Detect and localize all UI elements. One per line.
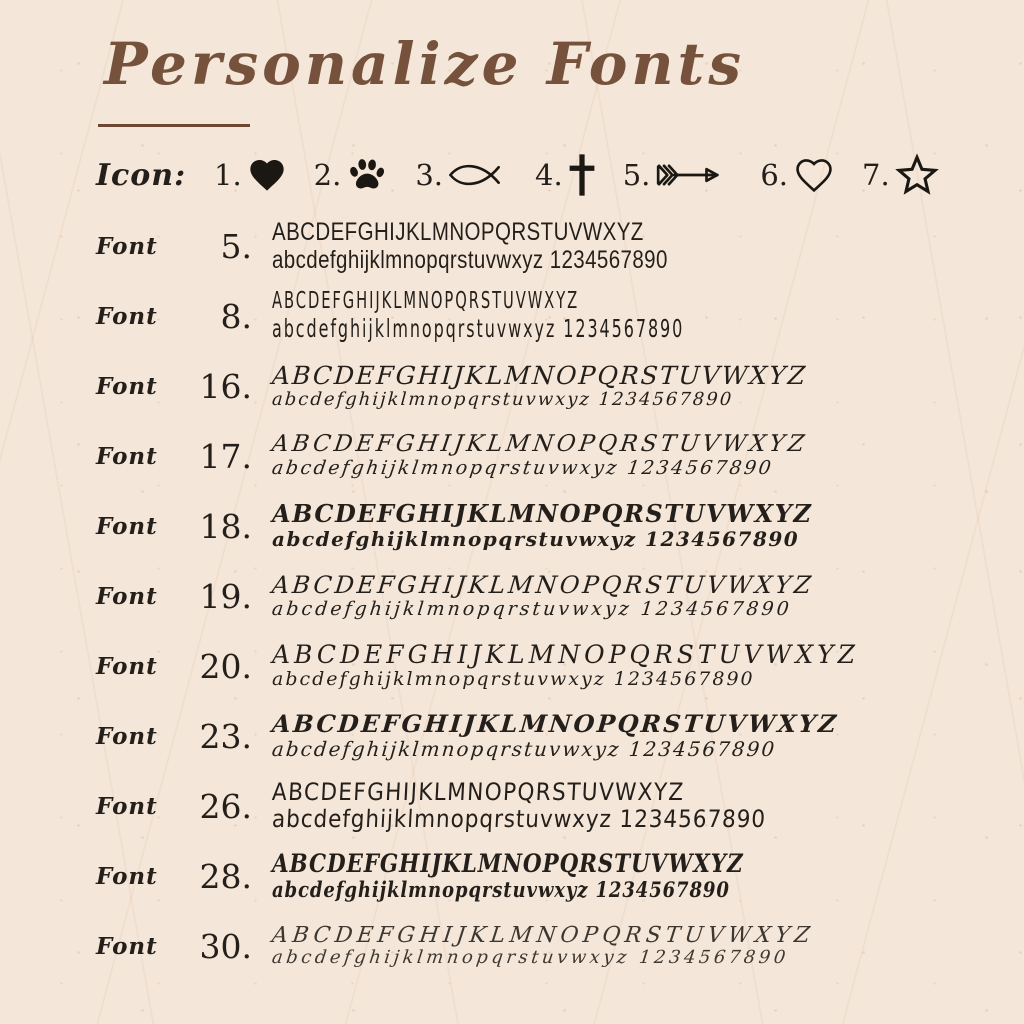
lowercase-sample: abcdefghijklmnopqrstuvwxyz 1234567890 xyxy=(272,877,730,903)
lowercase-sample: abcdefghijklmnopqrstuvwxyz 1234567890 xyxy=(272,246,668,274)
icon-option-4 xyxy=(535,152,597,198)
font-row-label: Font xyxy=(96,302,158,330)
font-sample xyxy=(272,432,984,479)
uppercase-sample: ABCDEFGHIJKLMNOPQRSTUVWXYZ xyxy=(270,922,816,948)
font-row-23 xyxy=(96,701,984,771)
christian-fish-icon xyxy=(447,158,509,192)
font-row-number: 30. xyxy=(199,926,252,966)
uppercase-sample: ABCDEFGHIJKLMNOPQRSTUVWXYZ xyxy=(271,778,686,807)
icon-number: 1. xyxy=(214,158,242,192)
font-row-26 xyxy=(96,771,984,841)
font-row-18 xyxy=(96,491,984,561)
icon-number: 3. xyxy=(415,158,444,192)
solid-heart-icon xyxy=(246,155,288,195)
font-row-number: 8. xyxy=(220,296,252,336)
font-sample xyxy=(272,779,984,833)
font-row-5 xyxy=(96,211,984,281)
arrow-icon xyxy=(654,160,734,190)
font-row-label: Font xyxy=(96,722,158,750)
font-row-28 xyxy=(96,841,984,911)
font-sample xyxy=(272,711,984,760)
font-row-30 xyxy=(96,911,984,981)
icon-number: 7. xyxy=(862,158,890,192)
font-row-label: Font xyxy=(96,932,158,960)
font-sample xyxy=(272,850,984,902)
lowercase-sample: abcdefghijklmnopqrstuvwxyz 1234567890 xyxy=(270,737,778,762)
font-sample xyxy=(272,924,984,969)
icon-number: 2. xyxy=(313,158,342,192)
uppercase-sample: ABCDEFGHIJKLMNOPQRSTUVWXYZ xyxy=(272,849,744,879)
icon-number: 4. xyxy=(535,158,563,192)
font-sample xyxy=(272,572,984,620)
uppercase-sample: ABCDEFGHIJKLMNOPQRSTUVWXYZ xyxy=(270,709,840,739)
icon-option-6 xyxy=(760,154,836,196)
icon-number: 6. xyxy=(760,158,789,192)
uppercase-sample: ABCDEFGHIJKLMNOPQRSTUVWXYZ xyxy=(272,218,644,246)
font-row-number: 20. xyxy=(199,646,252,686)
font-row-label: Font xyxy=(96,512,158,540)
uppercase-sample: ABCDEFGHIJKLMNOPQRSTUVWXYZ xyxy=(271,360,809,390)
lowercase-sample: abcdefghijklmnopqrstuvwxyz 1234567890 xyxy=(270,457,775,480)
uppercase-sample: ABCDEFGHIJKLMNOPQRSTUVWXYZ xyxy=(272,499,813,529)
icon-option-5 xyxy=(623,158,735,192)
font-row-8 xyxy=(96,281,984,351)
cross-icon xyxy=(567,152,597,198)
font-row-label: Font xyxy=(96,862,158,890)
font-row-label: Font xyxy=(96,372,158,400)
icon-option-2 xyxy=(314,154,390,196)
font-row-label: Font xyxy=(96,582,158,610)
icon-option-1 xyxy=(214,155,288,195)
font-sample xyxy=(272,501,984,550)
icon-row-label: Icon: xyxy=(96,157,187,193)
font-row-number: 23. xyxy=(199,716,252,756)
font-sample-list xyxy=(96,211,984,981)
outline-heart-icon xyxy=(792,154,836,196)
page-title: Personalize Fonts xyxy=(104,30,746,98)
uppercase-sample: ABCDEFGHIJKLMNOPQRSTUVWXYZ xyxy=(270,431,810,458)
font-row-17 xyxy=(96,421,984,491)
font-row-number: 16. xyxy=(199,366,252,406)
outline-star-icon xyxy=(894,153,940,197)
font-row-20 xyxy=(96,631,984,701)
lowercase-sample: abcdefghijklmnopqrstuvwxyz 1234567890 xyxy=(271,805,767,833)
font-row-label: Font xyxy=(96,442,158,470)
icon-option-3 xyxy=(415,158,509,192)
lowercase-sample: abcdefghijklmnopqrstuvwxyz 1234567890 xyxy=(271,388,734,410)
font-row-number: 26. xyxy=(199,786,252,826)
font-row-label: Font xyxy=(96,792,158,820)
font-row-number: 28. xyxy=(199,856,252,896)
icon-option-7 xyxy=(862,153,940,197)
font-sample xyxy=(272,362,984,410)
font-row-19 xyxy=(96,561,984,631)
lowercase-sample: abcdefghijklmnopqrstuvwxyz 1234567890 xyxy=(272,313,685,343)
font-row-number: 18. xyxy=(199,506,252,546)
title-underline xyxy=(98,124,250,127)
font-sample xyxy=(272,289,984,343)
font-row-number: 17. xyxy=(199,436,252,476)
uppercase-sample: ABCDEFGHIJKLMNOPQRSTUVWXYZ xyxy=(272,288,580,315)
icon-number: 5. xyxy=(622,158,651,192)
font-row-number: 19. xyxy=(199,576,252,616)
font-row-label: Font xyxy=(96,232,158,260)
font-row-number: 5. xyxy=(220,226,252,266)
lowercase-sample: abcdefghijklmnopqrstuvwxyz 1234567890 xyxy=(272,668,755,691)
icon-legend-row xyxy=(96,149,984,201)
font-row-label: Font xyxy=(96,652,158,680)
paw-print-icon xyxy=(345,154,389,196)
uppercase-sample: ABCDEFGHIJKLMNOPQRSTUVWXYZ xyxy=(270,570,816,599)
lowercase-sample: abcdefghijklmnopqrstuvwxyz 1234567890 xyxy=(270,597,793,620)
lowercase-sample: abcdefghijklmnopqrstuvwxyz 1234567890 xyxy=(270,947,790,969)
uppercase-sample: ABCDEFGHIJKLMNOPQRSTUVWXYZ xyxy=(272,640,860,670)
font-sample xyxy=(272,218,984,274)
lowercase-sample: abcdefghijklmnopqrstuvwxyz 1234567890 xyxy=(272,527,800,552)
font-sample xyxy=(272,641,984,690)
font-row-16 xyxy=(96,351,984,421)
